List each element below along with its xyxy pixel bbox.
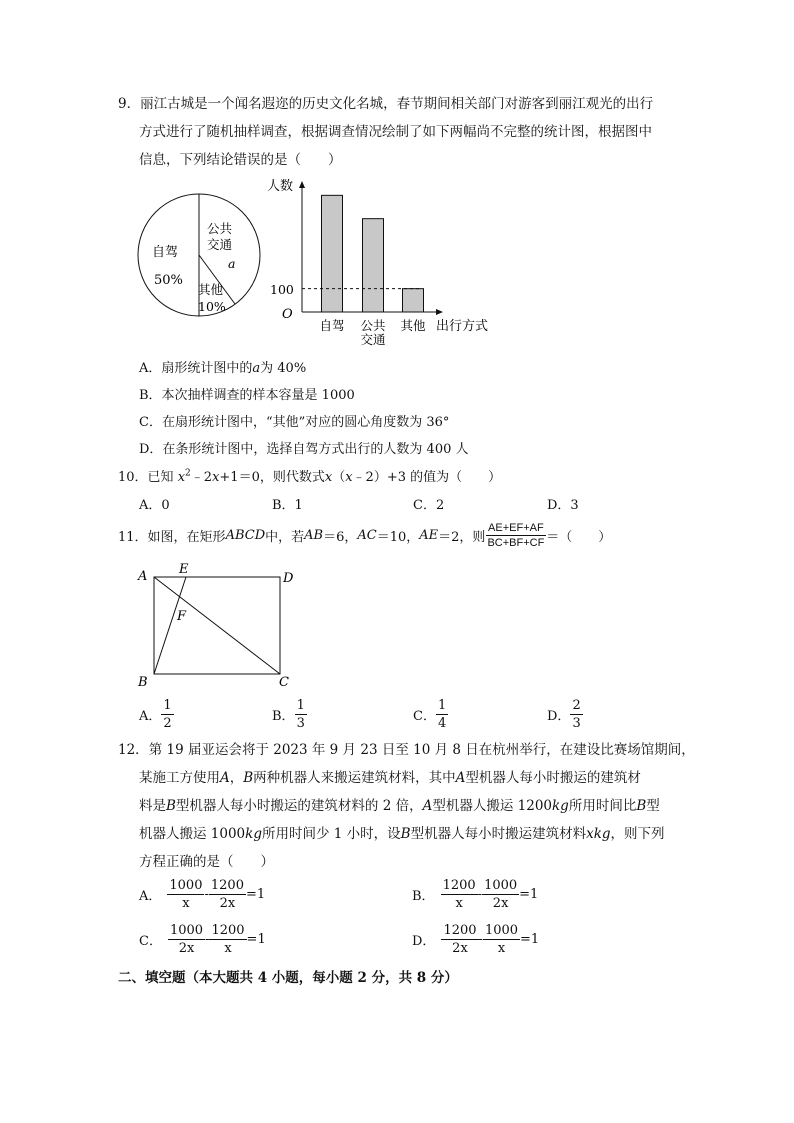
section2-title: 二、填空题（本大题共 4 小题，每小题 2 分，共 8 分）	[118, 970, 458, 986]
point-f: F	[177, 609, 187, 624]
q12-line3: 料是B型机器人每小时搬运的建筑材料的 2 倍，A型机器人搬运 1200kg所用时间比B型	[139, 798, 660, 814]
pie-label-selfdrive: 自驾	[152, 245, 179, 260]
point-b: B	[138, 675, 148, 690]
point-c: C	[279, 675, 289, 690]
q12-option-b[interactable]: B． $\frac{1200}{x}$ - $\frac{1000}{2x}$ =1	[412, 878, 539, 911]
q10-option-a[interactable]: A．0	[139, 498, 170, 513]
q10-stem: 10．已知 $x^2﹣2x+1=0$，则代数式x（x﹣2）+3 的值为（ ）	[118, 468, 502, 485]
point-a: A	[138, 569, 148, 584]
q9-option-c[interactable]: C．在扇形统计图中，“其他”对应的圆心角度数为 36°	[139, 415, 450, 430]
q11-ratio-fraction: $\frac{AE+EF+AF}{BC+BF+CF}$	[487, 522, 545, 549]
q11-stem: 11． 如图，在矩形 ABCD 中，若 AB ＝6， AC ＝10， AE ＝2，则 $\frac{AE+EF+AF}{BC+BF+CF}$ ＝（ ）	[118, 522, 612, 549]
bar-1	[363, 219, 384, 312]
q9-number: 9．	[118, 96, 141, 112]
x-axis-label: 出行方式	[436, 319, 489, 334]
q9-line3: 信息，下列结论错误的是（ ）	[139, 152, 342, 168]
category-label-1: 交通	[360, 332, 386, 347]
y-axis-label: 人数	[267, 179, 294, 194]
q9-option-d[interactable]: D．在条形统计图中，选择自驾方式出行的人数为 400 人	[139, 442, 469, 457]
q10-option-b[interactable]: B．1	[272, 498, 303, 513]
point-e: E	[179, 562, 189, 577]
q10-option-d[interactable]: D．3	[547, 498, 579, 513]
category-label-0: 自驾	[319, 318, 345, 333]
q11-option-a[interactable]: A． $\frac{1}{2}$	[139, 698, 172, 731]
pie-label-selfdrive-pct: 50%	[154, 273, 183, 288]
q11-option-d[interactable]: D． $\frac{2}{3}$	[547, 698, 581, 731]
q12-line5: 方程正确的是（ ）	[139, 854, 274, 870]
pie-label-a: a	[228, 256, 236, 271]
q12-line1: 12．第 19 届亚运会将于 2023 年 9 月 23 日至 10 月 8 日在杭州举行，在建设比赛场馆期间，	[118, 742, 695, 758]
category-label-2: 其他	[400, 318, 426, 333]
q12-option-d[interactable]: D． $\frac{1200}{2x}$ - $\frac{1000}{x}$ =1	[412, 923, 540, 956]
pie-label-public-1: 公共	[207, 221, 233, 236]
pie-label-public-2: 交通	[207, 237, 233, 252]
point-d: D	[283, 571, 294, 586]
bar-0	[322, 195, 343, 312]
segment-be	[154, 577, 186, 674]
q12-line4: 机器人搬运 1000kg所用时间少 1 小时，设B型机器人每小时搬运建筑材料xkg，则下列	[139, 826, 665, 842]
y-tick-label: 100	[270, 282, 294, 297]
bar-2	[403, 289, 424, 312]
q11-option-c[interactable]: C． $\frac{1}{4}$	[413, 698, 447, 731]
pie-label-other-pct: 10%	[198, 299, 226, 314]
q9-line2: 方式进行了随机抽样调查，根据调查情况绘制了如下两幅尚不完整的统计图，根据图中	[139, 124, 652, 140]
diagonal-ac	[154, 577, 280, 674]
pie-label-other: 其他	[198, 282, 224, 297]
category-label-1: 公共	[360, 318, 386, 333]
q9-line1: 9．丽江古城是一个闻名遐迩的历史文化名城，春节期间相关部门对游客到丽江观光的出行	[118, 96, 654, 112]
rectangle-figure	[134, 562, 304, 690]
q12-option-c[interactable]: C． $\frac{1000}{2x}$ - $\frac{1200}{x}$ =1	[139, 923, 266, 956]
q9-option-b[interactable]: B．本次抽样调查的样本容量是 1000	[139, 388, 355, 403]
q9-option-a[interactable]: A．扇形统计图中的a为 40%	[139, 361, 307, 376]
q10-option-c[interactable]: C．2	[413, 498, 445, 513]
origin-label: O	[282, 307, 293, 322]
q11-option-b[interactable]: B． $\frac{1}{3}$	[272, 698, 305, 731]
q12-option-a[interactable]: A． $\frac{1000}{x}$ - $\frac{1200}{2x}$ =1	[139, 878, 266, 911]
q12-line2: 某施工方使用A，B两种机器人来搬运建筑材料，其中A型机器人每小时搬运的建筑材	[139, 770, 641, 786]
pie-chart	[136, 192, 266, 322]
bar-chart	[262, 170, 502, 352]
